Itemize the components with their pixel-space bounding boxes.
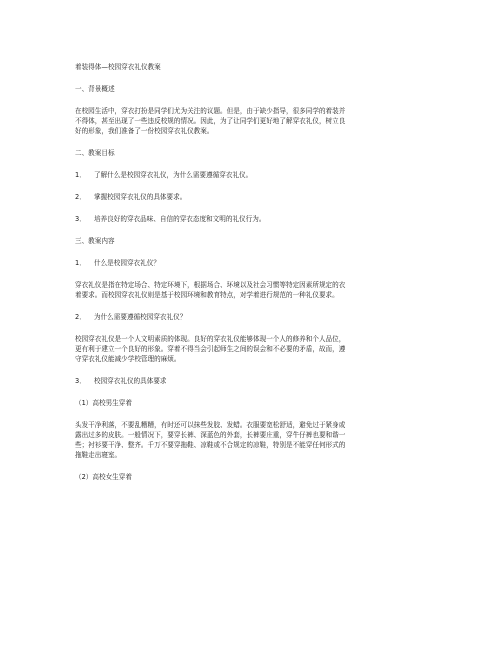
question-number: 3． (75, 377, 86, 385)
document-title: 着装得体—校园穿衣礼仪教案 (75, 63, 161, 71)
question-heading (75, 376, 427, 386)
goal-text: 培养良好的穿衣品味、自信的穿衣态度和文明的礼仪行为。 (94, 215, 266, 223)
goal-number: 2． (75, 193, 86, 201)
question-heading (75, 312, 427, 322)
paragraph-line: 在校园生活中，穿衣打扮是同学们尤为关注的议题。但是，由于缺少指导，很多同学的着装并 (75, 107, 346, 115)
section-heading-goals: 二、教案目标 (75, 149, 115, 157)
question-text: 什么是校园穿衣礼仪？ (94, 259, 160, 267)
paragraph-line: 穿衣礼仪是指在特定场合、特定环境下，根据场合、环境以及社会习惯等特定因素所规定的衣 (75, 281, 346, 289)
paragraph-line: 校园穿衣礼仪是一个人文明素质的体现。良好的穿衣礼仪能够体现一个人的修养和个人品位， (75, 335, 346, 343)
goal-item (75, 192, 427, 202)
paragraph-line: 些；衬衫要干净、整齐。千万不要穿拖鞋、凉鞋或不合规定的凉鞋，特别是不能穿任何形式的 (75, 441, 346, 449)
subsection-paragraph (75, 420, 427, 460)
question-text: 校园穿衣礼仪的具体要求 (94, 377, 167, 385)
section-heading-content: 三、教案内容 (75, 237, 115, 245)
goal-text: 掌握校园穿衣礼仪的具体要求。 (94, 193, 187, 201)
goal-number: 1． (75, 171, 86, 179)
question-answer-paragraph (75, 280, 427, 300)
goal-number: 3． (75, 215, 86, 223)
question-number: 1． (75, 259, 86, 267)
paragraph-line: 守穿衣礼仪能减少学校管理的麻烦。 (75, 355, 181, 363)
paragraph-line: 更有利于建立一个良好的形象。穿着不得当会引起师生之间的误会和不必要的矛盾，故而，遵 (75, 345, 346, 353)
question-number: 2． (75, 313, 86, 321)
paragraph-line: 拖鞋走出寝室。 (75, 451, 122, 459)
subsection-heading: （1）高校男生穿着 (75, 399, 132, 407)
question-answer-paragraph (75, 334, 427, 364)
goal-item (75, 214, 427, 224)
goal-item (75, 170, 427, 180)
subsection-heading: （2）高校女生穿着 (75, 473, 132, 481)
paragraph-line: 着要求。而校园穿衣礼仪则是基于校园环境和教育特点，对学着进行规范的一种礼仪要求。 (75, 291, 339, 299)
section-heading-background: 一、背景概述 (75, 85, 115, 93)
question-heading (75, 258, 427, 268)
paragraph-line: 不得体，甚至出现了一些违反校规的情况。因此，为了让同学们更好地了解穿衣礼仪，树立良 (75, 117, 346, 125)
paragraph-line: 露出过多的皮肤。一般情况下，要穿长裤、深蓝色的外套，长裤要庄重，穿牛仔裤也要和谐一 (75, 431, 346, 439)
paragraph-line: 头发干净利落，不要乱糟糟，有时还可以抹些发胶、发蜡。衣服要宽松舒适，避免过于紧身或 (75, 421, 346, 429)
document-body (75, 62, 427, 494)
question-text: 为什么需要遵循校园穿衣礼仪？ (94, 313, 187, 321)
goal-text: 了解什么是校园穿衣礼仪，为什么需要遵循穿衣礼仪。 (94, 171, 253, 179)
background-paragraph (75, 106, 427, 136)
paragraph-line: 好的形象，我们准备了一份校园穿衣礼仪教案。 (75, 127, 214, 135)
